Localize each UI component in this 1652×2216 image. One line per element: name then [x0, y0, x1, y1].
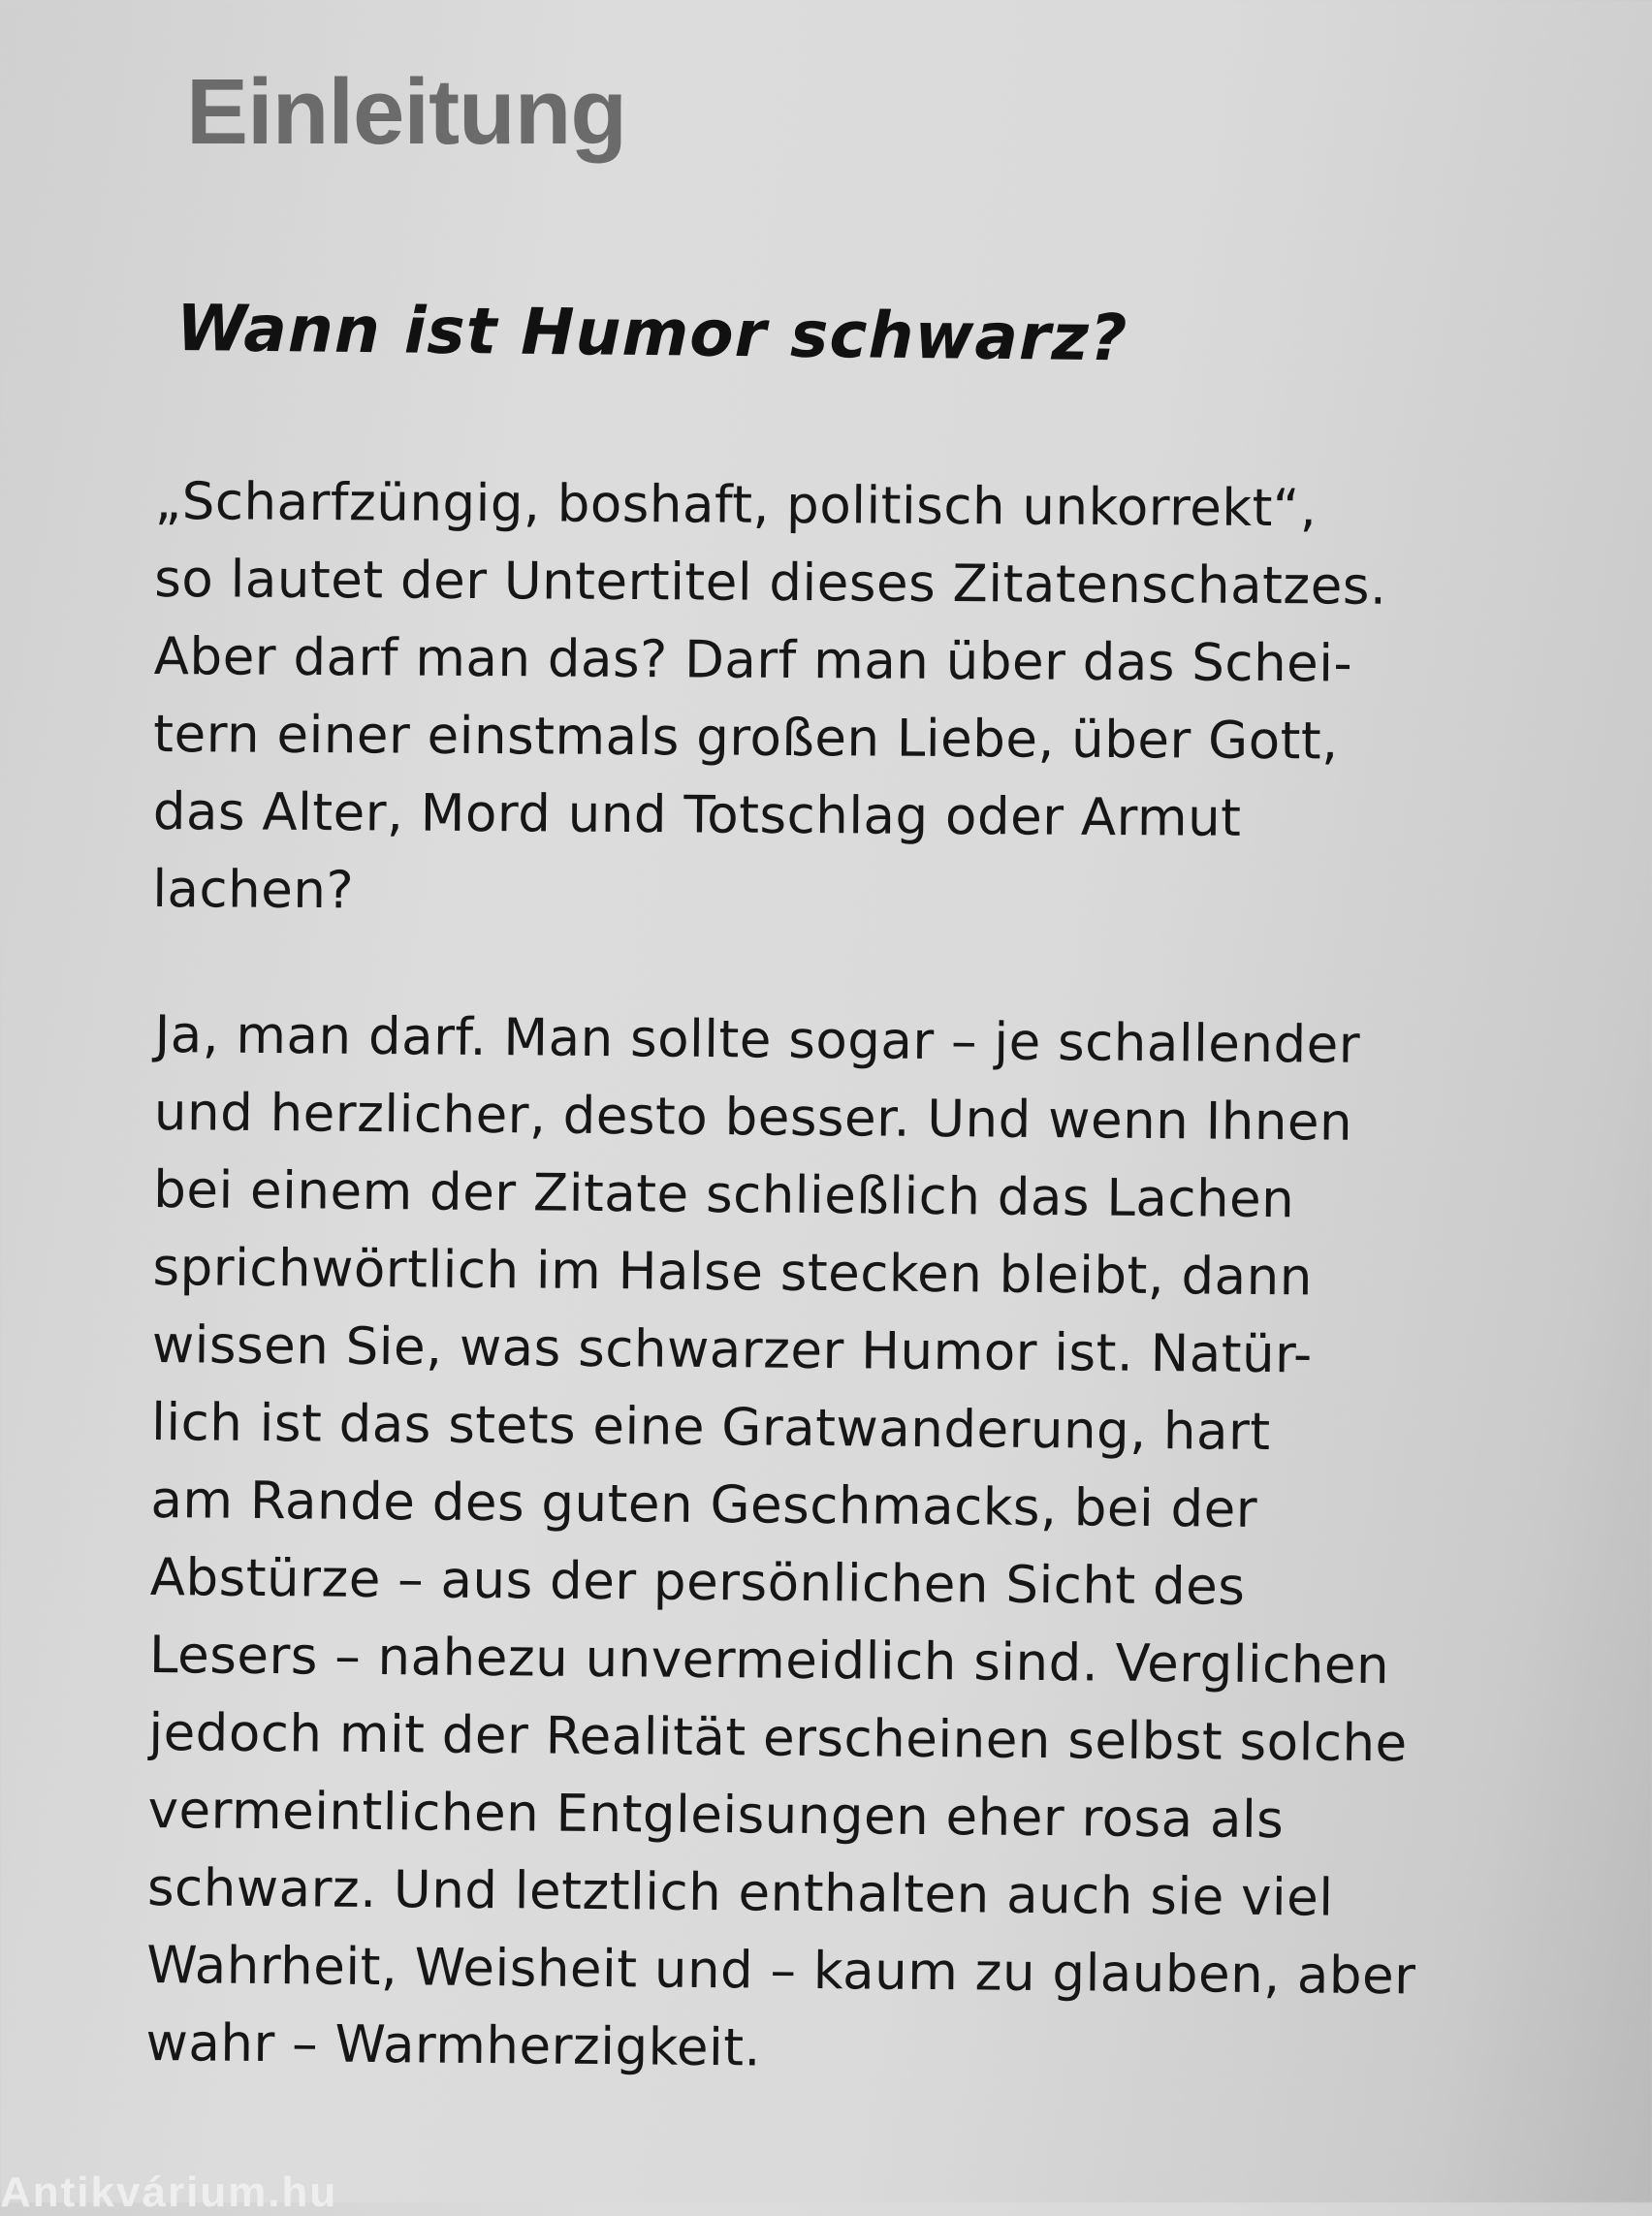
- text-line: Ja, man darf. Man sollte sogar – je schallender: [154, 1004, 1361, 1075]
- section-heading: Einleitung: [186, 60, 626, 164]
- text-line: Abstürze – aus der persönlichen Sicht des: [149, 1547, 1246, 1617]
- subheading: Wann ist Humor schwarz?: [175, 291, 1128, 376]
- text-line: schwarz. Und letztlich enthalten auch sie viel: [146, 1857, 1334, 1928]
- text-line: wissen Sie, was schwarzer Humor ist. Natür-: [151, 1314, 1313, 1385]
- text-line: jedoch mit der Realität erscheinen selbst solche: [148, 1702, 1408, 1774]
- text-line: wahr – Warmherzigkeit.: [145, 2012, 762, 2078]
- text-line: so lautet der Untertitel dieses Zitatenschatzes.: [154, 549, 1387, 617]
- text-line: lachen?: [152, 859, 355, 921]
- text-line: sprichwörtlich im Halse stecken bleibt, dann: [152, 1237, 1314, 1308]
- paragraph-2: [145, 997, 1512, 2094]
- text-line: am Rande des guten Geschmacks, bei der: [150, 1470, 1258, 1539]
- text-line: Lesers – nahezu unvermeidlich sind. Verglichen: [148, 1625, 1390, 1696]
- text-line: vermeintlichen Entgleisungen eher rosa als: [147, 1780, 1285, 1851]
- text-line: tern einer einstmals großen Liebe, über Gott,: [153, 704, 1339, 772]
- text-line: „Scharfzüngig, boshaft, politisch unkorrekt“,: [154, 471, 1318, 539]
- paragraph-1: [152, 463, 1512, 937]
- text-line: bei einem der Zitate schließlich das Lachen: [152, 1159, 1295, 1230]
- text-line: lich ist das stets eine Gratwanderung, hart: [150, 1392, 1271, 1463]
- text-line: das Alter, Mord und Totschlag oder Armut: [152, 781, 1242, 848]
- text-line: Wahrheit, Weisheit und – kaum zu glauben, aber: [146, 1935, 1416, 2007]
- text-line: und herzlicher, desto besser. Und wenn Ihnen: [153, 1082, 1353, 1153]
- text-line: Aber darf man das? Darf man über das Schei-: [153, 626, 1353, 694]
- watermark: Antikvárium.hu: [0, 2169, 338, 2216]
